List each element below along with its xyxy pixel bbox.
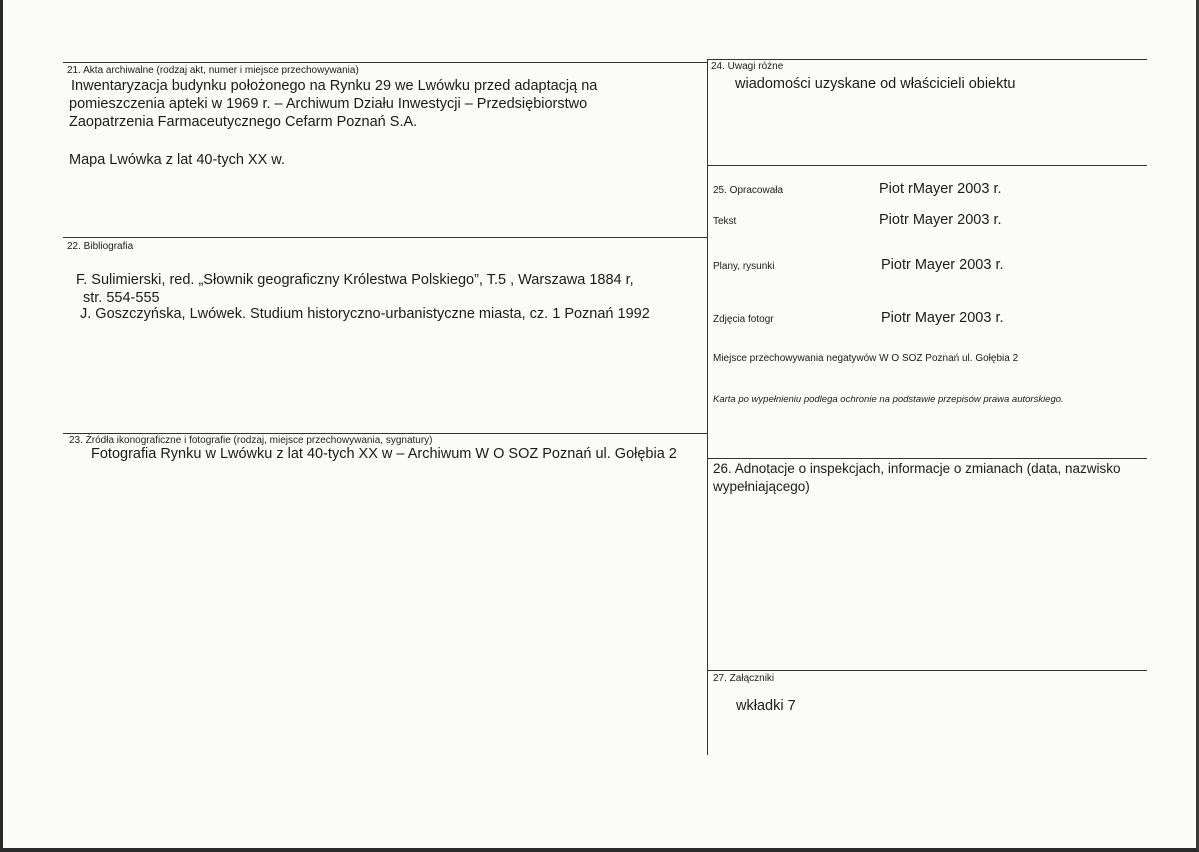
- section-26-label-line-1: 26. Adnotacje o inspekcjach, informacje o zmianach (data, nazwisko: [713, 461, 1121, 476]
- copyright-notice: Karta po wypełnieniu podlega ochronie na podstawie przepisów prawa autorskiego.: [713, 394, 1064, 405]
- section-21-line-4: Mapa Lwówka z lat 40-tych XX w.: [69, 152, 285, 168]
- section-21-line-2: pomieszczenia apteki w 1969 r. – Archiwum Działu Inwestycji – Przedsiębiorstwo: [69, 96, 588, 112]
- divider-top-right: [707, 59, 1147, 60]
- section-27-value: wkładki 7: [736, 698, 796, 714]
- section-25-value: Piot rMayer 2003 r.: [879, 181, 1002, 197]
- section-23-label: 23. Źródła ikonograficzne i fotografie (rodzaj, miejsce przechowywania, sygnatury): [69, 435, 433, 446]
- divider-25-26: [707, 458, 1147, 459]
- section-21-label: 21. Akta archiwalne (rodzaj akt, numer i miejsce przechowywania): [67, 65, 359, 76]
- section-21-line-1: Inwentaryzacja budynku położonego na Rynku 29 we Lwówku przed adaptacją na: [71, 78, 598, 94]
- section-22-label: 22. Bibliografia: [67, 241, 134, 252]
- section-27-label: 27. Załączniki: [713, 673, 775, 684]
- divider-22-23: [63, 433, 707, 434]
- plany-label: Plany, rysunki: [713, 261, 775, 272]
- section-22-line-1: F. Sulimierski, red. „Słownik geograficzny Królestwa Polskiego”, T.5 , Warszawa 1884 r,: [76, 272, 634, 288]
- divider-21-22: [63, 237, 707, 238]
- zdjecia-label: Zdjęcia fotogr: [713, 314, 774, 325]
- section-26-label-line-2: wypełniającego): [713, 479, 810, 494]
- tekst-value: Piotr Mayer 2003 r.: [879, 212, 1002, 228]
- divider-24-25: [707, 165, 1147, 166]
- section-24-label: 24. Uwagi różne: [711, 61, 784, 72]
- zdjecia-value: Piotr Mayer 2003 r.: [881, 310, 1004, 326]
- plany-value: Piotr Mayer 2003 r.: [881, 257, 1004, 273]
- section-25-label: 25. Opracowała: [713, 185, 784, 196]
- negatywy-location: Miejsce przechowywania negatywów W O SOZ Poznań ul. Gołębia 2: [713, 353, 1019, 364]
- section-21-line-3: Zaopatrzenia Farmaceutycznego Cefarm Poznań S.A.: [69, 114, 418, 130]
- section-23-line-1: Fotografia Rynku w Lwówku z lat 40-tych XX w – Archiwum W O SOZ Poznań ul. Gołębia 2: [91, 446, 677, 462]
- tekst-label: Tekst: [713, 216, 737, 227]
- section-22-line-2: str. 554-555: [83, 290, 160, 306]
- divider-center-vertical: [707, 59, 708, 755]
- section-24-value: wiadomości uzyskane od właścicieli obiektu: [735, 76, 1016, 92]
- divider-26-27: [707, 670, 1147, 671]
- section-22-line-3: J. Goszczyńska, Lwówek. Studium historyczno-urbanistyczne miasta, cz. 1 Poznań 1992: [80, 306, 650, 322]
- divider-top-left: [63, 62, 707, 63]
